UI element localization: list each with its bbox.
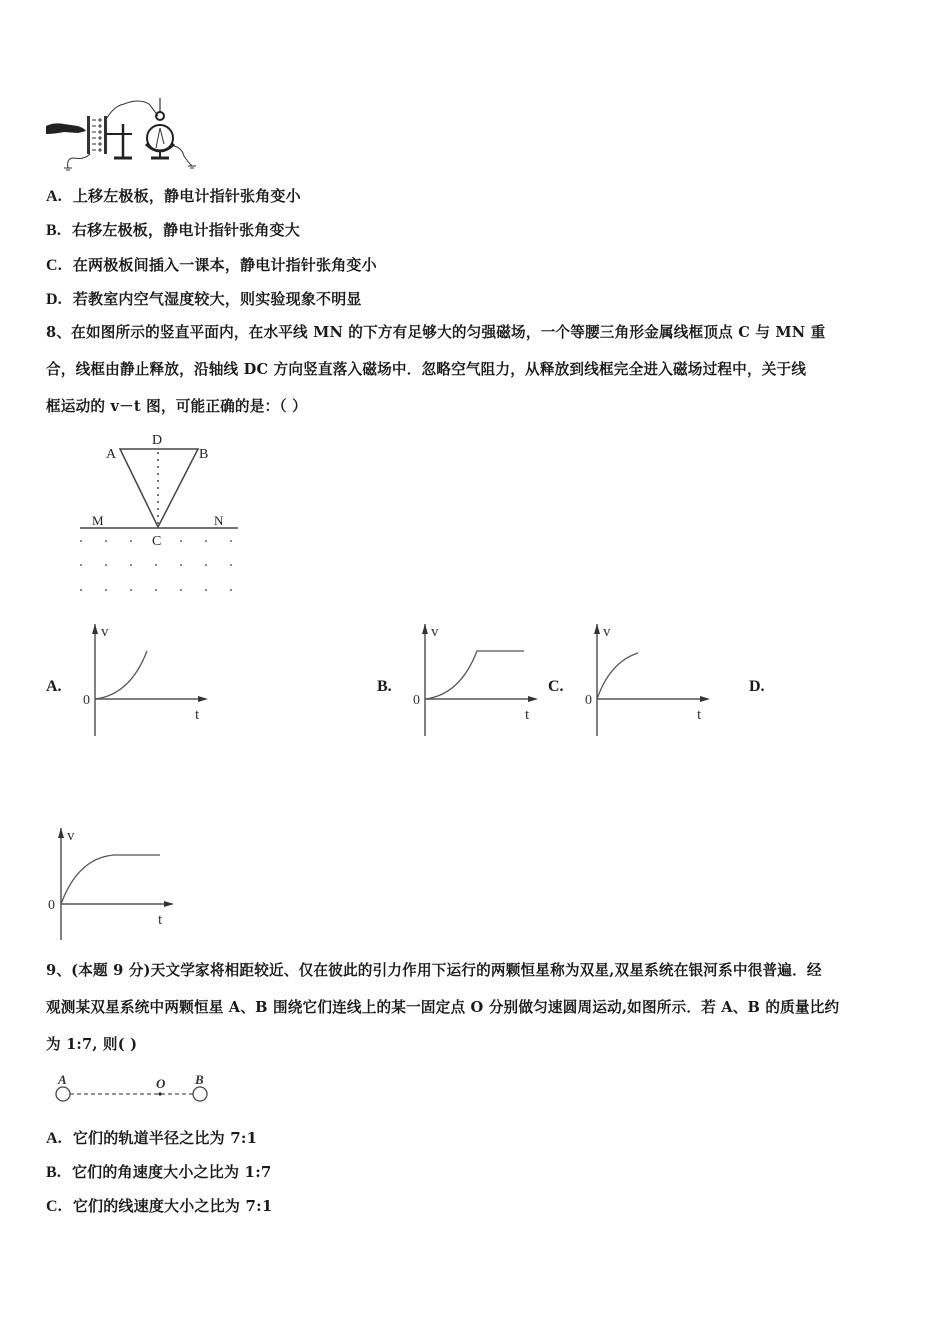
axis-v: v [603, 624, 611, 640]
option-letter: C. [46, 257, 62, 274]
electroscope-figure [44, 96, 204, 171]
option-letter: B. [46, 222, 62, 239]
axis-v: v [67, 828, 75, 844]
vt-graph-d [46, 824, 181, 942]
option-text: 上移左极板，静电计指针张角变小 [72, 187, 301, 205]
option-letter: B. [46, 1164, 62, 1181]
q8-option-d-label: D. [749, 678, 765, 695]
axis-t: t [525, 707, 530, 723]
q7-option-d [46, 289, 362, 310]
vt-graph-b [410, 620, 545, 738]
q9-line-2: 观测某双星系统中两颗恒星 A、B 围绕它们连线上的某一固定点 O 分别做匀速圆周运动,如图所示．若 A、B 的质量比约 [46, 999, 840, 1016]
q8-line-2: 合，线框由静止释放，沿轴线 DC 方向竖直落入磁场中．忽略空气阻力，从释放到线框完全进入磁场过程中，关于线 [46, 361, 807, 378]
option-text: 在两极板间插入一课本，静电计指针张角变小 [72, 256, 377, 274]
label-a: A [58, 1072, 67, 1087]
axis-v: v [431, 624, 439, 640]
q9-option-b [46, 1162, 272, 1183]
option-text: 它们的轨道半径之比为 7:1 [72, 1129, 258, 1147]
q7-option-a [46, 186, 301, 207]
label-m: M [92, 513, 104, 528]
axis-origin: 0 [413, 693, 420, 708]
option-text: 若教室内空气湿度较大，则实验现象不明显 [72, 290, 362, 308]
label-d: D [152, 433, 163, 448]
axis-origin: 0 [48, 898, 55, 913]
q9-line-1: 9、(本题 9 分)天文学家将相距较近、仅在彼此的引力作用下运行的两颗恒星称为双星,双星系统在银河系中很普遍．经 [46, 962, 822, 979]
q7-option-c [46, 255, 377, 276]
option-letter: A. [46, 1130, 62, 1147]
axis-origin: 0 [83, 693, 90, 708]
axis-t: t [158, 912, 163, 928]
option-letter: D. [46, 291, 62, 308]
star-a [56, 1087, 70, 1101]
q9-option-c [46, 1196, 272, 1217]
q8-option-a-label: A. [46, 678, 62, 695]
star-b [193, 1087, 207, 1101]
q9-option-a [46, 1128, 257, 1149]
option-text: 它们的线速度大小之比为 7:1 [72, 1197, 273, 1215]
q8-line-3: 框运动的 v－t 图，可能正确的是：（ ） [46, 398, 307, 415]
vt-graph-c [582, 620, 717, 738]
vt-graph-a [80, 620, 215, 738]
axis-v: v [101, 624, 109, 640]
triangle-frame-figure [76, 428, 246, 598]
binary-star-figure [48, 1068, 218, 1108]
label-n: N [214, 513, 224, 528]
option-text: 它们的角速度大小之比为 1:7 [71, 1163, 272, 1181]
axis-t: t [195, 707, 200, 723]
axis-t: t [697, 707, 702, 723]
option-letter: C. [46, 1198, 62, 1215]
q9-line-3: 为 1:7, 则( ) [46, 1036, 138, 1053]
q7-option-b [46, 220, 300, 241]
q8-line-1: 8、在如图所示的竖直平面内，在水平线 MN 的下方有足够大的匀强磁场，一个等腰三角形金属线框顶点 C 与 MN 重 [46, 324, 826, 341]
axis-origin: 0 [585, 693, 592, 708]
option-letter: A. [46, 188, 62, 205]
label-b: B [199, 447, 209, 462]
label-o: O [156, 1076, 166, 1091]
label-b: B [195, 1072, 204, 1087]
q8-option-c-label: C. [548, 678, 564, 695]
option-text: 右移左极板，静电计指针张角变大 [71, 221, 300, 239]
q8-option-b-label: B. [377, 678, 392, 695]
label-c: C [152, 534, 162, 549]
label-a: A [106, 447, 117, 462]
